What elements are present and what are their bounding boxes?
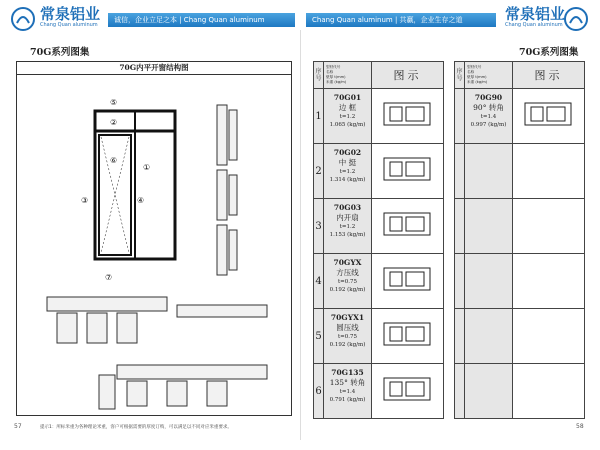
profile-meta: [465, 364, 513, 419]
profile-code: 70G03: [333, 203, 362, 212]
profile-t: t=1.2: [339, 224, 356, 230]
profile-name: 中 挺: [338, 158, 357, 167]
header-no: 序号: [314, 62, 324, 89]
profile-figure: [372, 364, 444, 419]
row-number: 6: [314, 364, 324, 419]
profile-t: t=1.2: [339, 169, 356, 175]
row-number: 1: [314, 89, 324, 144]
brand-mark-icon: [10, 6, 36, 32]
row-number: [455, 254, 465, 309]
profile-meta: [324, 364, 372, 419]
row-number: [455, 199, 465, 254]
header-slogan-left: 诚信，企业立足之本 | Chang Quan aluminum: [114, 16, 265, 24]
row-number: [455, 364, 465, 419]
profile-weight: 0.192 (kg/m): [329, 342, 366, 348]
profile-figure: [372, 309, 444, 364]
profile-code: 70G01: [333, 93, 362, 102]
header-figure: 图示: [372, 62, 444, 89]
table-header-row: [455, 62, 585, 89]
profile-weight: 0.997 (kg/m): [470, 122, 507, 128]
profile-code: 70G90: [474, 93, 503, 102]
page-number-left: 57: [14, 423, 22, 430]
brand-sub: Chang Quan aluminum: [40, 22, 98, 28]
profile-meta: [324, 144, 372, 199]
profile-t: t=1.2: [339, 114, 356, 120]
table-row: [314, 89, 444, 144]
profile-meta: [324, 199, 372, 254]
callout-4: ④: [137, 196, 145, 205]
profile-name: 内开扇: [336, 213, 359, 222]
profile-weight: 0.192 (kg/m): [329, 287, 366, 293]
drawing-caption: 70G内平开窗结构图: [17, 62, 291, 75]
profile-figure: [513, 254, 585, 309]
table-row: [314, 199, 444, 254]
profile-figure: [372, 89, 444, 144]
header-slogan-right: Chang Quan aluminum | 共赢，企业生存之道: [312, 16, 463, 24]
row-number: [455, 309, 465, 364]
structure-drawing: [17, 75, 291, 415]
profile-section-icon: [372, 89, 442, 139]
callout-2: ②: [110, 118, 118, 127]
row-number: [455, 89, 465, 144]
table-row: [455, 89, 585, 144]
profile-code: 70G135: [331, 368, 364, 377]
profile-meta: [465, 254, 513, 309]
page-number-right: 58: [576, 423, 584, 430]
profile-figure: [513, 89, 585, 144]
table-row: [455, 144, 585, 199]
table-row: [455, 309, 585, 364]
page-title-left: 70G系列图集: [30, 47, 90, 58]
callout-7: ⑦: [105, 273, 113, 282]
profile-code: 70G02: [333, 148, 362, 157]
profile-figure: [372, 144, 444, 199]
profile-table-right: [454, 61, 585, 419]
profile-meta: [465, 89, 513, 144]
header-figure: 图示: [513, 62, 585, 89]
profile-meta: [324, 254, 372, 309]
brand-name: 常泉铝业: [40, 5, 101, 23]
profile-meta: [465, 199, 513, 254]
profile-t: t=0.75: [337, 279, 358, 285]
profile-figure: [372, 254, 444, 309]
header-meta: 型材代号 名称 壁厚 t(mm) 米重 (kg/m): [465, 62, 513, 89]
profile-meta: [324, 89, 372, 144]
row-number: 2: [314, 144, 324, 199]
table-row: [314, 364, 444, 419]
callout-6: ⑥: [110, 156, 118, 165]
profile-meta: [465, 309, 513, 364]
table-row: [314, 254, 444, 309]
row-number: 3: [314, 199, 324, 254]
brand-logo-left: [40, 6, 100, 29]
profile-t: t=1.4: [480, 114, 497, 120]
header-no: 序号: [455, 62, 465, 89]
row-number: [455, 144, 465, 199]
profile-name: 方压线: [336, 268, 359, 277]
profile-section-icon: [372, 199, 442, 249]
brand-sub: Chang Quan aluminum: [505, 22, 563, 28]
brand-mark-icon: [563, 6, 589, 32]
table-row: [455, 364, 585, 419]
profile-name: 135° 转角: [329, 378, 366, 387]
profile-section-icon: [372, 309, 442, 359]
profile-section-icon: [372, 144, 442, 194]
profile-t: t=1.4: [339, 389, 356, 395]
profile-figure: [513, 309, 585, 364]
page-gutter: [300, 30, 301, 440]
table-row: [314, 309, 444, 364]
profile-section-icon: [372, 254, 442, 304]
profile-figure: [513, 199, 585, 254]
callout-5: ⑤: [110, 98, 118, 107]
table-header-row: [314, 62, 444, 89]
profile-code: 70GYX1: [330, 313, 365, 322]
row-number: 5: [314, 309, 324, 364]
structure-drawing-panel: [16, 61, 292, 416]
profile-section-icon: [513, 89, 583, 139]
footer-note: 提示1：所标米重为各种理论米重，客户可根据需要的厚度订购，可以满足以不同对应米重要求。: [40, 425, 232, 430]
callout-1: ①: [143, 163, 151, 172]
profile-name: 90° 转角: [473, 103, 504, 112]
section-profiles: [47, 105, 267, 409]
callout-3: ③: [81, 196, 89, 205]
profile-code: 70GYX: [333, 258, 362, 267]
profile-name: 边 框: [338, 103, 357, 112]
profile-weight: 0.791 (kg/m): [329, 397, 366, 403]
profile-meta: [324, 309, 372, 364]
table-row: [455, 199, 585, 254]
profile-weight: 1.153 (kg/m): [329, 232, 366, 238]
profile-figure: [513, 364, 585, 419]
profile-figure: [372, 199, 444, 254]
profile-table-left: [313, 61, 444, 419]
profile-t: t=0.75: [337, 334, 358, 340]
header-meta: 型材代号 名称 壁厚 t(mm) 米重 (kg/m): [324, 62, 372, 89]
profile-weight: 1.314 (kg/m): [329, 177, 366, 183]
table-row: [455, 254, 585, 309]
profile-section-icon: [372, 364, 442, 414]
row-number: 4: [314, 254, 324, 309]
brand-logo-right: [505, 6, 565, 29]
window-elevation: [95, 111, 175, 259]
profile-weight: 1.065 (kg/m): [329, 122, 366, 128]
profile-meta: [465, 144, 513, 199]
page-title-right: 70G系列图集: [519, 47, 579, 58]
profile-figure: [513, 144, 585, 199]
profile-name: 圆压线: [336, 323, 359, 332]
brand-name: 常泉铝业: [505, 5, 566, 23]
table-row: [314, 144, 444, 199]
